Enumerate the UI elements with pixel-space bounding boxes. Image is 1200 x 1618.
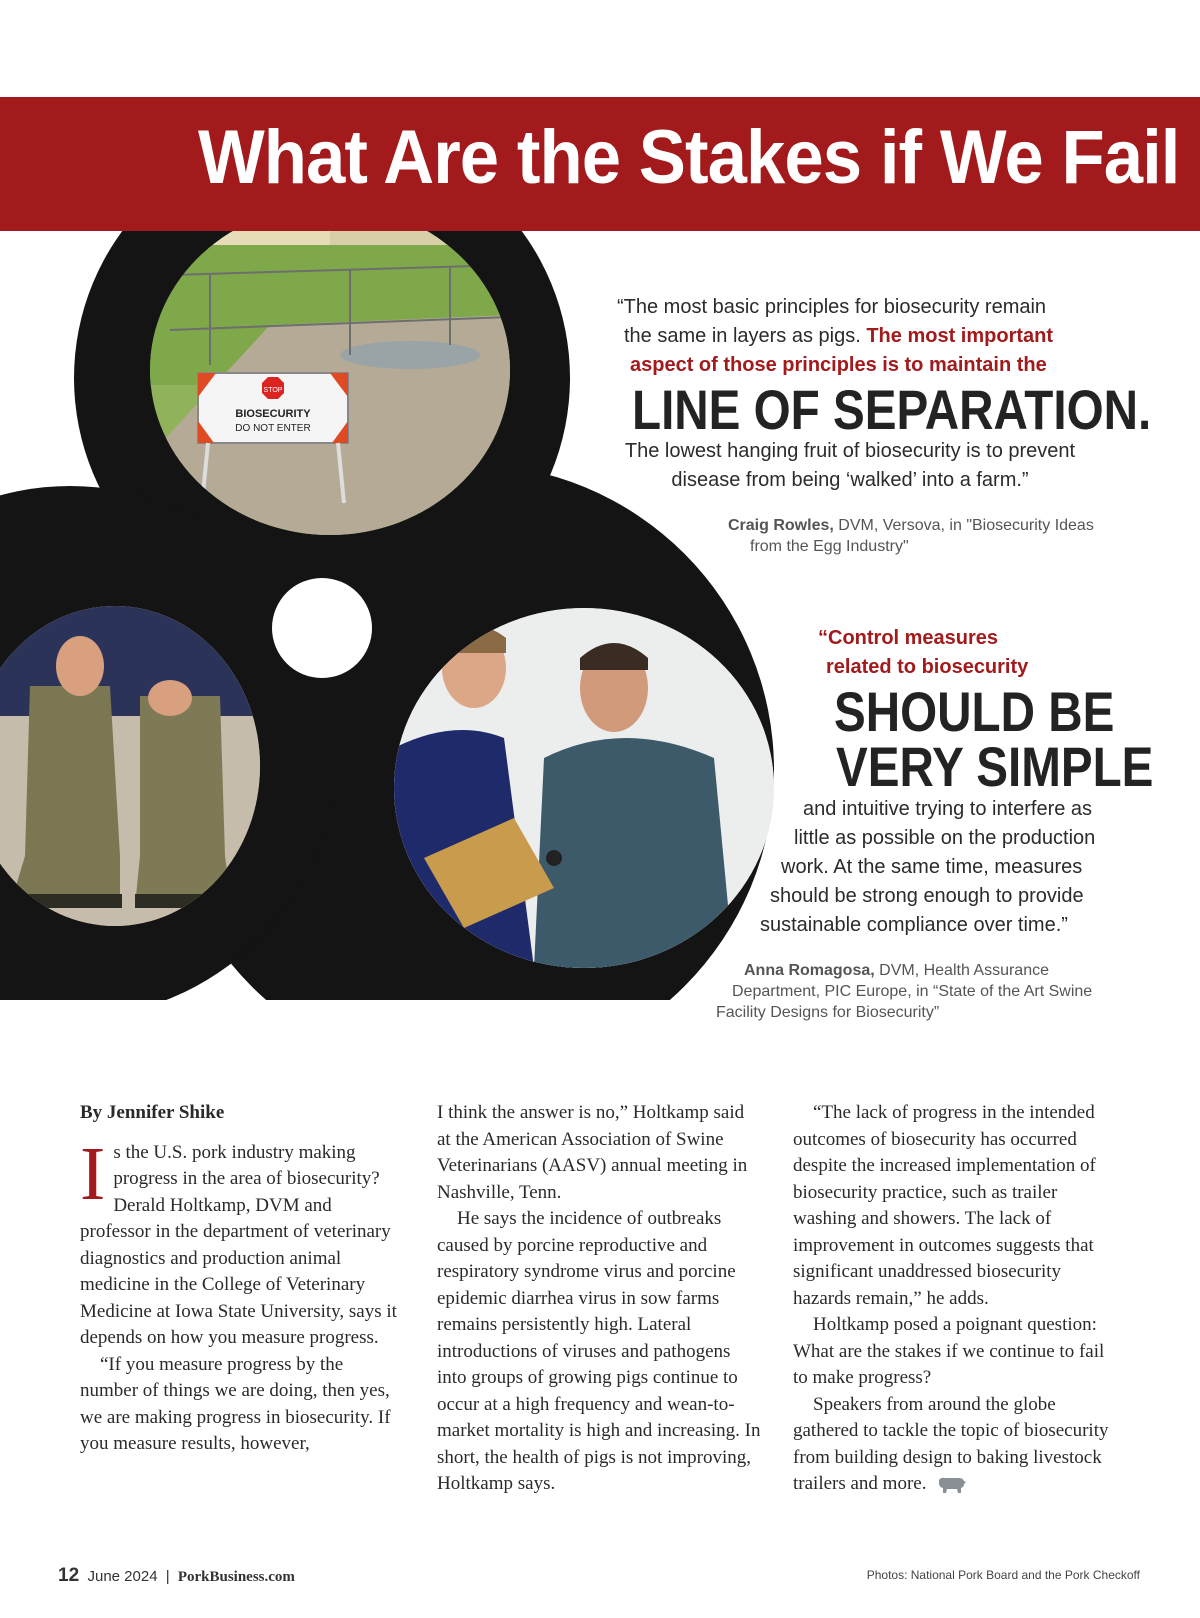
pig-end-mark-icon (935, 1476, 967, 1494)
quote2-line4: should be strong enough to provide (770, 885, 1084, 907)
quote1-line2-red: The most important (866, 325, 1054, 347)
svg-text:DO NOT ENTER: DO NOT ENTER (235, 423, 311, 434)
quote2-attr-rest1: DVM, Health Assurance (879, 962, 1049, 979)
quote2-big-text-2: VERY SIMPLE (836, 735, 1154, 798)
col2-paragraph-2: He says the incidence of outbreaks caused by porcine reproductive and respiratory syndrome virus and porcine epidemic diarrhea virus in sow farms remains persistently high. Lateral introductions of viruses and pathogens into groups of growing pigs continue to occur at a high frequency and wean-to-market mortality is high and increasing. In short, the health of pigs is not improving, Holtkamp says. (437, 1208, 761, 1494)
issue-date: June 2024 (87, 1568, 158, 1585)
svg-text:STOP: STOP (263, 387, 283, 394)
quote1-attribution (728, 515, 1094, 557)
quote2-attr-rest3: Facility Designs for Biosecurity” (716, 1004, 940, 1021)
quote2-line5: sustainable compliance over time.” (760, 914, 1068, 936)
quote2-red1: “Control measures (818, 627, 999, 649)
quote2-red2: related to biosecurity (826, 656, 1029, 678)
quote2-line2: little as possible on the production (794, 827, 1096, 849)
site-link[interactable]: PorkBusiness.com (177, 1569, 295, 1585)
quote1-line2-plain: the same in layers as pigs. (624, 325, 861, 347)
quote1-line4: The lowest hanging fruit of biosecurity is to prevent (624, 440, 1076, 462)
col1-paragraph-1: s the U.S. pork industry making progress in the area of biosecurity? Derald Holtkamp, DVM and professor in the department of veterinary diagnostics and production animal medicine in the College of Veterinary Medicine at Iowa State University, says it depends on how you measure progress. (80, 1141, 397, 1348)
quote1-attr-rest2: from the Egg Industry" (750, 538, 909, 555)
col3-paragraph-1: “The lack of progress in the intended outcomes of biosecurity has occurred despite the increased implementation of biosecurity practice, such as trailer washing and showers. The lack of improvement in outcomes suggests that significant unaddressed biosecurity hazards remain,” he adds. (793, 1102, 1096, 1309)
col3-paragraph-2: Holtkamp posed a poignant question: What are the stakes if we continue to fail to make progress? (793, 1314, 1105, 1388)
article-column-2 (437, 1100, 762, 1498)
col2-paragraph-1: I think the answer is no,” Holtkamp said at the American Association of Swine Veterinarians (AASV) annual meeting in Nashville, Tenn. (437, 1102, 748, 1203)
photo-credit: Photos: National Pork Board and the Pork Checkoff (866, 1568, 1140, 1582)
biosecurity-gate-photo (150, 205, 510, 535)
article-column-3 (793, 1100, 1123, 1498)
quote1-attr-rest1: DVM, Versova, in "Biosecurity Ideas (838, 517, 1094, 534)
drop-cap: I (80, 1131, 106, 1216)
quote1-line1: “The most basic principles for biosecurity remain (617, 296, 1047, 318)
quote1-big-text: LINE OF SEPARATION. (632, 378, 1152, 441)
workers-clipboard-photo (394, 608, 774, 968)
quote2-big-text-1: SHOULD BE (834, 680, 1115, 743)
quote-romagosa (818, 624, 1028, 682)
symbol-center-hole (272, 578, 372, 678)
quote-rowles (600, 293, 1100, 380)
quote1-line3-red: aspect of those principles is to maintain the (630, 354, 1047, 376)
byline: By Jennifer Shike (80, 1102, 225, 1123)
quote1-line5: disease from being ‘walked’ into a farm.” (671, 469, 1029, 491)
col3-paragraph-3: Speakers from around the globe gathered to tackle the topic of biosecurity from building design to baking livestock trailers and more. (793, 1393, 1109, 1494)
page-number: 12 (58, 1565, 80, 1586)
quote2-line1: and intuitive trying to interfere as (803, 798, 1093, 820)
col1-paragraph-2: “If you measure progress by the number of things we are doing, then yes, we are making progress in biosecurity. If you measure results, however, (80, 1353, 391, 1454)
quote2-attr-name: Anna Romagosa, (744, 962, 875, 979)
quote2-attribution (716, 960, 1092, 1023)
article-column-1 (80, 1100, 405, 1458)
quote2-line3: work. At the same time, measures (781, 856, 1083, 878)
quote1-tail (600, 437, 1100, 495)
page-footer (58, 1565, 295, 1587)
quote2-attr-rest2: Department, PIC Europe, in “State of the Art Swine (732, 983, 1093, 1000)
footer-separator: | (165, 1568, 170, 1585)
quote2-body (760, 795, 1140, 940)
quote1-attr-name: Craig Rowles, (728, 517, 834, 534)
svg-text:BIOSECURITY: BIOSECURITY (235, 408, 311, 420)
page-title: What Are the Stakes if We Fail (198, 115, 1180, 200)
